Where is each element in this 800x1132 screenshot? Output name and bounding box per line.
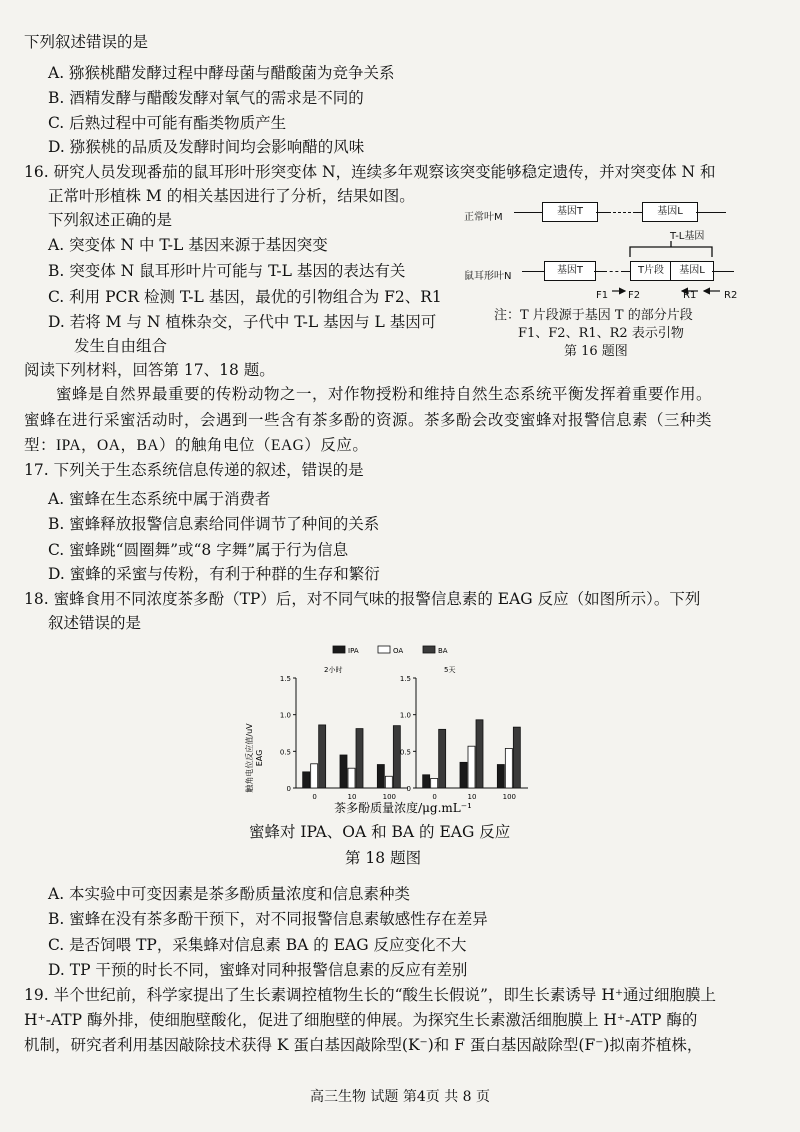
chart-ylabel: 触角电位反应值/uV [245, 723, 254, 793]
q16-option-d: D. 若将 M 与 N 植株杂交，子代中 T-L 基因与 L 基因可 [48, 313, 437, 331]
bar-ba-p0-c1 [356, 729, 363, 788]
bar-ipa-p1-c2 [497, 765, 504, 788]
gene-t-box-n: 基因T [544, 261, 596, 281]
q15-option-c: C. 后熟过程中可能有酯类物质产生 [48, 114, 287, 132]
q16-note-2: F1、F2、R1、R2 表示引物 [518, 326, 684, 341]
bar-oa-p1-c0 [431, 778, 438, 788]
gene-t-box-m: 基因T [542, 202, 598, 222]
bar-oa-p0-c0 [311, 764, 318, 788]
q19-line3: 机制，研究者利用基因敲除技术获得 K 蛋白基因敲除型(K⁻)和 F 蛋白基因敲除型(F⁻)拟南芥植株， [24, 1036, 703, 1054]
chart-legend [333, 646, 448, 655]
bar-ipa-p0-c2 [377, 765, 384, 788]
bar-ipa-p0-c0 [303, 772, 310, 788]
reading-para-3: 型：IPA，OA，BA）的触角电位（EAG）反应。 [24, 437, 369, 454]
q16-caption: 第 16 题图 [564, 344, 628, 359]
q16-line1: 16. 研究人员发现番茄的鼠耳形叶形突变体 N，连续多年观察该突变能够稳定遗传，并对突变体 N 和 [24, 163, 716, 181]
t-fragment-box: T片段 [630, 261, 672, 281]
panel-title-0: 2小时 [324, 666, 343, 674]
y-tick-label: 0.5 [399, 748, 411, 757]
bar-oa-p0-c2 [385, 776, 392, 788]
normal-leaf-label: 正常叶M [464, 212, 503, 223]
q19-line1: 19. 半个世纪前，科学家提出了生长素调控植物生长的“酸生长假说”，即生长素诱导 H⁺通过细胞膜上 [24, 986, 717, 1004]
q18-option-c: C. 是否饲喂 TP，采集蜂对信息素 BA 的 EAG 反应变化不大 [48, 936, 467, 954]
q16-option-b: B. 突变体 N 鼠耳形叶片可能与 T-L 基因的表达有关 [48, 262, 406, 280]
y-tick-label: 1.5 [279, 675, 291, 683]
legend-label-oa: OA [393, 647, 404, 655]
y-tick-label: 1.0 [399, 711, 411, 720]
primer-f1: F1 [596, 290, 609, 301]
tl-gene-label: T-L基因 [670, 231, 705, 242]
q15-option-d: D. 猕猴桃的品质及发酵时间均会影响醋的风味 [48, 138, 365, 156]
reading-para-1: 蜜蜂是自然界最重要的传粉动物之一，对作物授粉和维持自然生态系统平衡发挥着重要作用。 [56, 386, 713, 403]
mutant-leaf-label: 鼠耳形叶N [464, 271, 512, 282]
x-tick-label: 0 [432, 793, 437, 801]
bar-ipa-p1-c0 [423, 775, 430, 788]
bar-ba-p0-c2 [393, 726, 400, 788]
q17-option-a: A. 蜜蜂在生态系统中属于消费者 [48, 490, 271, 508]
primer-f2: F2 [628, 290, 641, 301]
q18-option-a: A. 本实验中可变因素是茶多酚质量浓度和信息素种类 [48, 885, 411, 903]
q18-option-d: D. TP 干预的时长不同，蜜蜂对同种报警信息素的反应有差别 [48, 961, 468, 979]
legend-swatch-ba [423, 646, 435, 653]
primer-r2: R2 [724, 290, 738, 301]
q17-option-b: B. 蜜蜂释放报警信息素给同伴调节了种间的关系 [48, 515, 380, 533]
x-tick-label: 10 [467, 793, 477, 801]
bar-oa-p0-c1 [348, 768, 355, 788]
q17-stem: 17. 下列关于生态系统信息传递的叙述，错误的是 [24, 461, 364, 479]
gene-l-box-n: 基因L [670, 261, 714, 281]
q16-line2: 正常叶形植株 M 的相关基因进行了分析，结果如图。 [48, 187, 415, 205]
bar-ba-p0-c0 [319, 725, 326, 788]
q16-gene-diagram [448, 195, 748, 360]
y-tick-label: 0 [286, 785, 291, 793]
q19-line2: H⁺-ATP 酶外排，使细胞壁酸化，促进了细胞壁的伸展。为探究生长素激活细胞膜上 H⁺-ATP 酶的 [24, 1011, 698, 1029]
q18-option-b: B. 蜜蜂在没有茶多酚干预下，对不同报警信息素敏感性存在差异 [48, 910, 488, 928]
q15-option-a: A. 猕猴桃醋发酵过程中酵母菌与醋酸菌为竞争关系 [48, 64, 395, 82]
bar-ba-p1-c2 [513, 727, 520, 788]
gene-l-box-m: 基因L [642, 202, 698, 222]
y-tick-label: 0 [406, 785, 411, 793]
bar-ipa-p1-c1 [460, 762, 467, 788]
q18-line1: 18. 蜜蜂食用不同浓度茶多酚（TP）后，对不同气味的报警信息素的 EAG 反应（如图所示）。下列 [24, 590, 701, 608]
q17-option-c: C. 蜜蜂跳“圆圈舞”或“8 字舞”属于行为信息 [48, 541, 349, 559]
legend-label-ipa: IPA [348, 647, 359, 655]
legend-swatch-oa [378, 646, 390, 653]
q16-option-a: A. 突变体 N 中 T-L 基因来源于基因突变 [48, 236, 328, 254]
panel-title-1: 5天 [444, 666, 456, 674]
q17-option-d: D. 蜜蜂的采蜜与传粉，有利于种群的生存和繁衍 [48, 565, 380, 583]
primer-r1: R1 [683, 290, 697, 301]
bar-oa-p1-c1 [468, 746, 475, 788]
y-tick-label: 0.5 [279, 748, 291, 757]
y-tick-label: 1.0 [279, 711, 291, 720]
legend-label-ba: BA [438, 647, 448, 655]
q18-caption-2: 第 18 题图 [345, 849, 422, 867]
reading-intro: 阅读下列材料，回答第 17、18 题。 [24, 361, 275, 379]
legend-swatch-ipa [333, 646, 345, 653]
q16-stem: 下列叙述正确的是 [48, 211, 173, 229]
bar-ipa-p0-c1 [340, 755, 347, 788]
x-tick-label: 0 [312, 793, 317, 801]
q18-line2: 叙述错误的是 [48, 614, 142, 632]
q18-eag-chart [238, 640, 568, 820]
q15-option-b: B. 酒精发酵与醋酸发酵对氧气的需求是不同的 [48, 89, 364, 107]
q18-caption-1: 蜜蜂对 IPA、OA 和 BA 的 EAG 反应 [249, 823, 511, 841]
q15-stem: 下列叙述错误的是 [24, 33, 149, 51]
bar-oa-p1-c2 [505, 748, 512, 788]
page-footer: 高三生物 试题 第4页 共 8 页 [309, 1089, 491, 1105]
chart-xlabel: 茶多酚质量浓度/μg.mL⁻¹ [334, 801, 472, 815]
chart-ylabel-eag: EAG [255, 749, 264, 767]
q16-option-c: C. 利用 PCR 检测 T-L 基因，最优的引物组合为 F2、R1 [48, 288, 442, 306]
x-tick-label: 10 [347, 793, 357, 801]
q16-note-1: 注：T 片段源于基因 T 的部分片段 [494, 308, 693, 323]
q16-option-d-cont: 发生自由组合 [74, 337, 168, 355]
reading-para-2: 蜜蜂在进行采蜜活动时，会遇到一些含有茶多酚的资源。茶多酚会改变蜜蜂对报警信息素（三种类 [24, 412, 713, 429]
x-tick-label: 100 [382, 793, 397, 801]
bar-ba-p1-c0 [439, 729, 446, 788]
bar-ba-p1-c1 [476, 720, 483, 788]
x-tick-label: 100 [502, 793, 517, 801]
y-tick-label: 1.5 [399, 675, 411, 683]
